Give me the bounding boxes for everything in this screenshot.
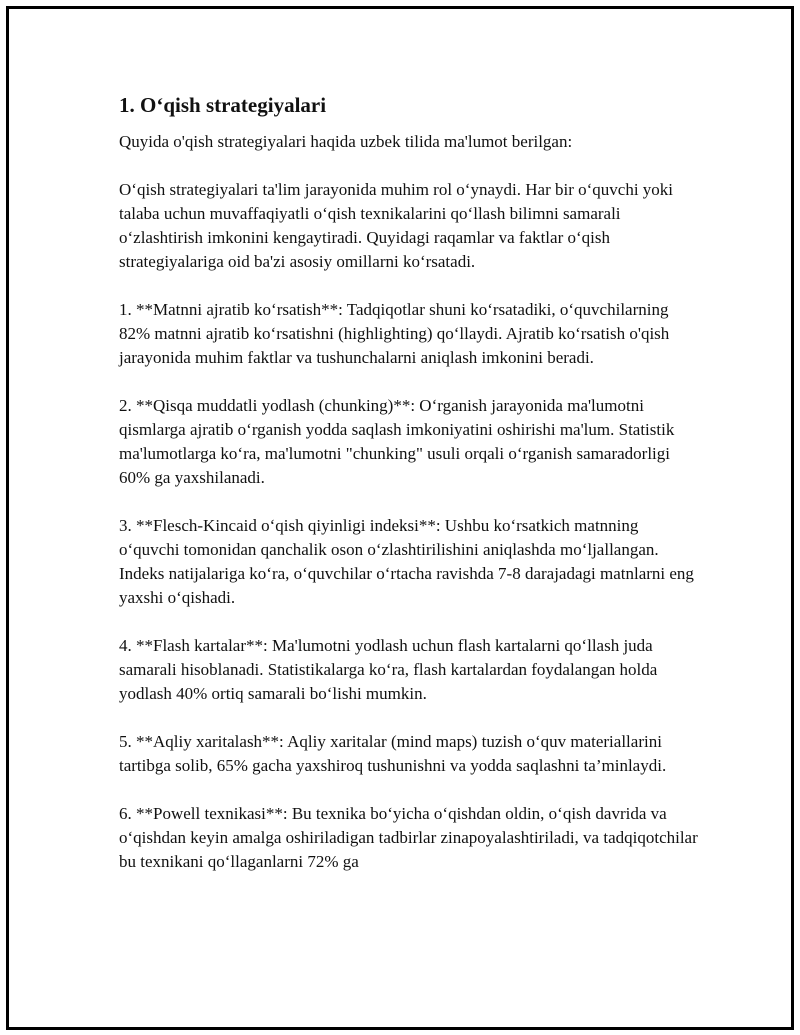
document-title: 1. O‘qish strategiyalari [119,93,327,117]
strategy-item-6: 6. **Powell texnikasi**: Bu texnika bo‘yicha o‘qishdan oldin, o‘qish davrida va o‘qishdan keyin amalga oshiriladigan tadbirlar zinapoyalashtiriladi, va tadqiqotchilar bu texnikani qo‘llaganlarni 72% ga [119,804,698,872]
intro-paragraph: Quyida o'qish strategiyalari haqida uzbek tilida ma'lumot berilgan: [119,132,573,152]
strategy-item-2: 2. **Qisqa muddatli yodlash (chunking)**: O‘rganish jarayonida ma'lumotni qismlarga ajratib o‘rganish yodda saqlash imkoniyatini oshirishi ma'lum. Statistik ma'lumotlarga ko‘ra, ma'lumotni "chunking" usuli orqali o‘rganish samaradorligi 60% ga yaxshilanadi. [119,396,675,488]
strategy-item-1: 1. **Matnni ajratib ko‘rsatish**: Tadqiqotlar shuni ko‘rsatadiki, o‘quvchilarning 82% matnni ajratib ko‘rsatishni (highlighting) qo‘llaydi. Ajratib ko‘rsatish o'qish jarayonida muhim faktlar va tushunchalarni aniqlash imkonini beradi. [119,300,670,368]
strategy-item-3: 3. **Flesch-Kincaid o‘qish qiyinligi indeksi**: Ushbu ko‘rsatkich matnning o‘quvchi tomonidan qanchalik oson o‘zlashtirilishini aniqlashda mo‘ljallangan. Indeks natijalariga ko‘ra, o‘quvchilar o‘rtacha ravishda 7-8 darajadagi matnlarni eng yaxshi o‘qishadi. [119,516,694,608]
strategy-item-4: 4. **Flash kartalar**: Ma'lumotni yodlash uchun flash kartalarni qo‘llash juda samarali hisoblanadi. Statistikalarga ko‘ra, flash kartalardan foydalangan holda yodlash 40% ortiq samarali bo‘lishi mumkin. [119,636,658,704]
page-frame [6,6,794,1030]
strategy-item-5: 5. **Aqliy xaritalash**: Aqliy xaritalar (mind maps) tuzish o‘quv materiallarini tartibga solib, 65% gacha yaxshiroq tushunishni va yodda saqlashni ta’minlaydi. [119,732,667,776]
overview-paragraph: O‘qish strategiyalari ta'lim jarayonida muhim rol o‘ynaydi. Har bir o‘quvchi yoki talaba uchun muvaffaqiyatli o‘qish texnikalarini qo‘llash bilimni samarali o‘zlashtirish imkonini kengaytiradi. Quyidagi raqamlar va faktlar o‘qish strategiyalariga oid ba'zi asosiy omillarni ko‘rsatadi. [119,180,674,272]
document-body [119,93,699,898]
